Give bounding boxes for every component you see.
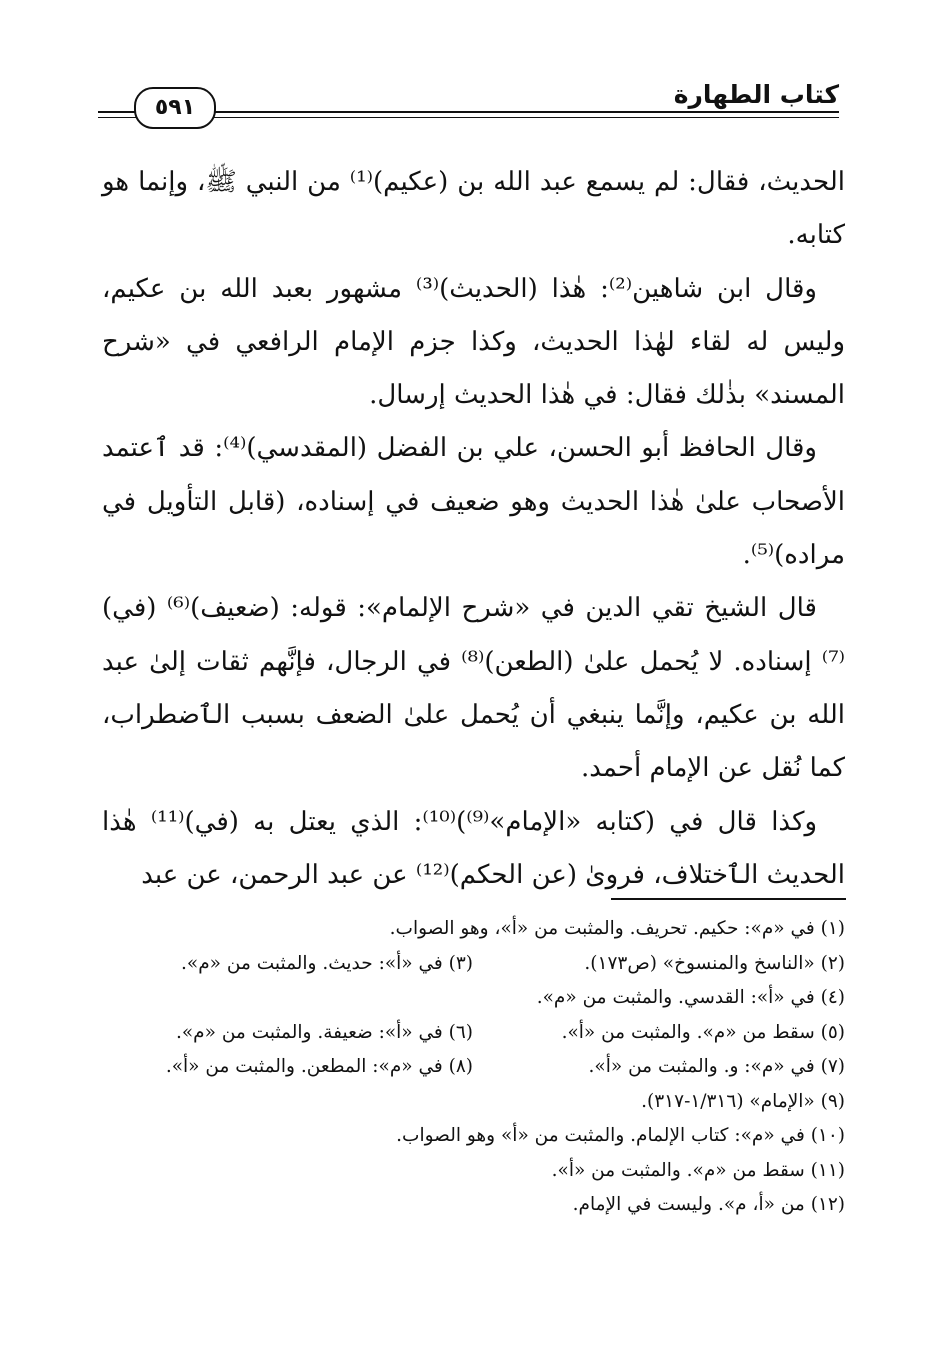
footnote: (٤) في «أ»: القدسي. والمثبت من «م». (536, 987, 845, 1008)
footnote: (٧) في «م»: و. والمثبت من «أ». (588, 1056, 845, 1077)
footnote-row (102, 947, 845, 982)
footnote: (٢) «الناسخ والمنسوخ» (ص١٧٣). (584, 952, 845, 974)
footnote: (٨) في «م»: المطعن. والمثبت من «أ». (165, 1056, 473, 1077)
footnote-row (102, 1050, 845, 1085)
paragraph: وقال الحافظ أبو الحسن، علي بن الفضل (المقدسي)⁽⁴⁾: قد ٱعتمد الأصحاب علىٰ هٰذا الحديث وهو ضعيف في إسناده، (قابل التأويل في مراده)⁽⁵⁾. (102, 433, 845, 571)
main-text (102, 156, 845, 902)
footnote-row (102, 1119, 845, 1154)
paragraph: وقال ابن شاهين⁽²⁾: هٰذا (الحديث)⁽³⁾ مشهور بعبد الله بن عكيم، وليس له لقاء لهٰذا الحديث، وكذا جزم الإمام الرافعي في «شرح المسند» بذٰلك فقال: في هٰذا الحديث إرسال. (102, 273, 845, 411)
footnote: (١) في «م»: حكيم. تحريف. والمثبت من «أ»، وهو الصواب. (389, 918, 845, 939)
paragraph: قال الشيخ تقي الدين في «شرح الإلمام»: قوله: (ضعيف)⁽⁶⁾ (في)⁽⁷⁾ إسناده. لا يُحمل علىٰ (الطعن)⁽⁸⁾ في الرجال، فإنَّهم ثقات إلىٰ عبد الله بن عكيم، وإنَّما ينبغي أن يُحمل علىٰ الضعف بسبب الٱضطراب، كما نُقل عن الإمام أحمد. (102, 593, 846, 784)
footnote: (١١) سقط من «م». والمثبت من «أ». (551, 1159, 845, 1181)
footnote-row (102, 1188, 845, 1223)
paragraph: وكذا قال في (كتابه «الإمام»⁽⁹⁾)⁽¹⁰⁾: الذي يعتل به (في)⁽¹¹⁾ هٰذا الحديث الٱختلاف، فرویٰ (عن الحكم)⁽¹²⁾ عن عبد الرحمن، عن عبد (102, 806, 845, 890)
footnote: (٥) سقط من «م». والمثبت من «أ». (561, 1021, 845, 1043)
running-header-title: كتاب الطهارة (673, 80, 839, 109)
footnote: (٣) في «أ»: حديث. والمثبت من «م». (181, 952, 473, 974)
footnote-separator (611, 898, 846, 900)
paragraph: الحديث، فقال: لم يسمع عبد الله بن (عكيم)⁽¹⁾ من النبي ﷺ، وإنما هو كتابه. (102, 167, 845, 251)
footnote-row (102, 1016, 845, 1051)
footnote-row (102, 1154, 845, 1189)
footnote-row (102, 1085, 845, 1120)
footnote-row (102, 981, 845, 1016)
footnotes (102, 912, 845, 1223)
page-number: ٥٩١ (134, 87, 216, 129)
footnote-row (102, 912, 845, 947)
footnote: (١٠) في «م»: كتاب الإلمام. والمثبت من «أ» وهو الصواب. (396, 1125, 845, 1146)
footnote: (٦) في «أ»: ضعيفة. والمثبت من «م». (175, 1021, 473, 1043)
footnote: (١٢) من «أ، م». وليست في الإمام. (572, 1194, 845, 1215)
footnote: (٩) «الإمام» (١/٣١٦-٣١٧). (641, 1090, 845, 1112)
